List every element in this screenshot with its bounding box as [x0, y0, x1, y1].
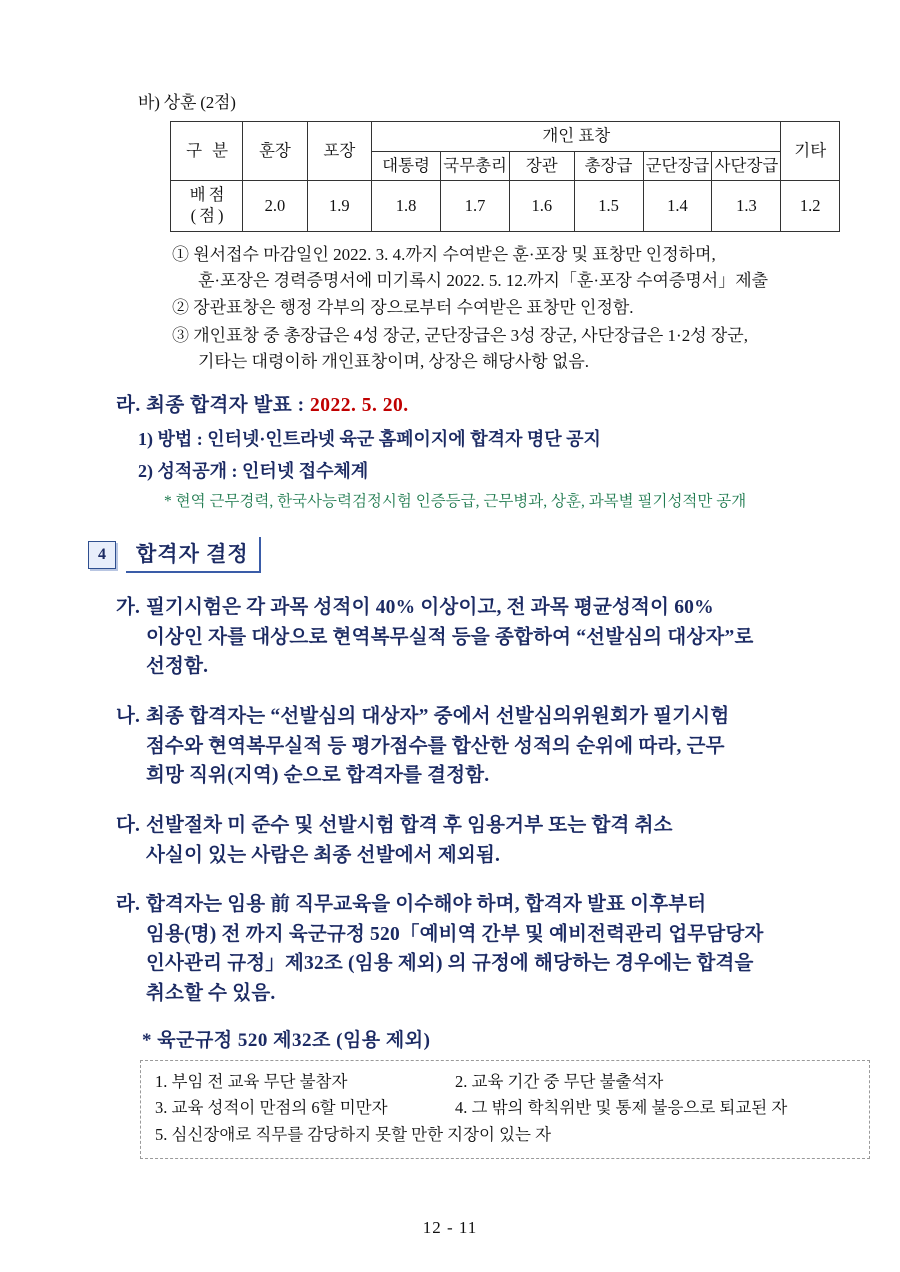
header-division-commander: 사단장급	[712, 151, 781, 181]
paragraph-na-line-1: 최종 합격자는 “선발심의 대상자” 중에서 선발심의위원회가 필기시험	[146, 706, 730, 728]
paragraph-ga-line-2: 이상인 자를 대상으로 현역복무실적 등을 종합하여 “선발심의 대상자”로	[146, 626, 754, 648]
paragraph-ga	[116, 593, 840, 682]
header-minister: 장관	[510, 151, 574, 181]
note-2-line-1: ② 장관표창은 행정 각부의 장으로부터 수여받은 표창만 인정함.	[172, 298, 634, 318]
paragraph-ra	[116, 890, 840, 1009]
section-title: 합격자 결정	[126, 537, 261, 573]
exclusion-row-2	[155, 1095, 855, 1121]
paragraph-da-line-1: 선발절차 미 준수 및 선발시험 합격 후 임용거부 또는 합격 취소	[146, 814, 673, 836]
exclusion-row-1	[155, 1069, 855, 1095]
paragraph-da-marker: 다.	[116, 814, 141, 836]
paragraph-na-marker: 나.	[116, 706, 141, 728]
exclusion-item-4: 4. 그 밖의 학칙위반 및 통제 불응으로 퇴교된 자	[455, 1098, 788, 1118]
header-chief-of-staff: 총장급	[574, 151, 643, 181]
value-chief-of-staff: 1.5	[574, 181, 643, 231]
value-citation: 1.9	[307, 181, 371, 231]
header-corps-commander: 군단장급	[643, 151, 712, 181]
exclusion-item-2: 2. 교육 기간 중 무단 불출석자	[455, 1071, 664, 1091]
paragraph-ra-line-1: 합격자는 임용 前 직무교육을 이수해야 하며, 합격자 발표 이후부터	[146, 894, 707, 916]
value-prime-minister: 1.7	[441, 181, 510, 231]
paragraph-ra-line-3: 인사관리 규정」제32조 (임용 제외) 의 규정에 해당하는 경우에는 합격을	[146, 953, 754, 975]
final-announcement-heading	[116, 389, 840, 417]
note-3-line-2: 기타는 대령이하 개인표창이며, 상장은 해당사항 없음.	[198, 351, 590, 371]
table-row	[171, 181, 840, 231]
note-3-line-1: ③ 개인표창 중 총장급은 4성 장군, 군단장급은 3성 장군, 사단장급은 1·2성 장군,	[172, 325, 748, 345]
final-announcement-date: 2022. 5. 20.	[309, 395, 409, 417]
note-3	[172, 323, 840, 376]
header-president: 대통령	[372, 151, 441, 181]
exclusion-reasons-box	[140, 1060, 870, 1159]
table-header-row-1	[171, 122, 840, 152]
score-table-wrapper	[170, 121, 840, 232]
final-announcement-note: * 현역 근무경력, 한국사능력검정시험 인증등급, 근무병과, 상훈, 과목별 필기성적만 공개	[164, 493, 747, 511]
paragraph-ga-line-1: 필기시험은 각 과목 성적이 40% 이상이고, 전 과목 평균성적이 60%	[146, 597, 714, 619]
paragraph-ra-marker: 라.	[116, 894, 141, 916]
exclusion-rule-subtitle: * 육군규정 520 제32조 (임용 제외)	[142, 1029, 431, 1051]
value-corps-commander: 1.4	[643, 181, 712, 231]
final-announcement-label: 라. 최종 합격자 발표 :	[116, 395, 305, 417]
notes-list	[172, 242, 840, 376]
paragraph-na-line-2: 점수와 현역복무실적 등 평가점수를 합산한 성적의 순위에 따라, 근무	[146, 735, 725, 757]
paragraph-ga-marker: 가.	[116, 597, 141, 619]
paragraph-na-line-3: 희망 직위(지역) 순으로 합격자를 결정함.	[146, 765, 490, 787]
value-etc: 1.2	[781, 181, 840, 231]
paragraph-da	[116, 811, 840, 870]
item-ba-heading: 바) 상훈 (2점)	[138, 93, 236, 112]
exclusion-item-5: 5. 심신장애로 직무를 감당하지 못할 만한 지장이 있는 자	[155, 1124, 552, 1144]
exclusion-row-3	[155, 1122, 855, 1148]
note-2	[172, 295, 840, 321]
header-prime-minister: 국무총리	[441, 151, 510, 181]
value-minister: 1.6	[510, 181, 574, 231]
header-division: 구 분	[171, 122, 243, 181]
header-group-personal-award: 개인 표창	[372, 122, 781, 152]
header-medal: 훈장	[243, 122, 307, 181]
header-citation: 포장	[307, 122, 371, 181]
final-announcement-score-disclosure: 2) 성적공개 : 인터넷 접수체계	[138, 461, 369, 482]
paragraph-ga-line-3: 선정함.	[146, 656, 209, 678]
section-4-header	[88, 537, 840, 573]
paragraph-ra-line-2: 임용(명) 전 까지 육군규정 520「예비역 간부 및 예비전력관리 업무담당자	[146, 923, 764, 945]
value-president: 1.8	[372, 181, 441, 231]
paragraph-da-line-2: 사실이 있는 사람은 최종 선발에서 제외됨.	[146, 844, 501, 866]
exclusion-item-3: 3. 교육 성적이 만점의 6할 미만자	[155, 1098, 388, 1118]
note-1	[172, 242, 840, 295]
note-1-line-2: 훈·포장은 경력증명서에 미기록시 2022. 5. 12.까지「훈·포장 수여증명서」제출	[198, 270, 769, 290]
award-score-table	[170, 121, 840, 232]
exclusion-item-1: 1. 부임 전 교육 무단 불참자	[155, 1071, 348, 1091]
page-footer: 12 - 11	[422, 1218, 478, 1237]
value-division-commander: 1.3	[712, 181, 781, 231]
paragraph-na	[116, 702, 840, 791]
final-announcement-method: 1) 방법 : 인터넷·인트라넷 육군 홈페이지에 합격자 명단 공지	[138, 429, 601, 450]
paragraph-ra-line-4: 취소할 수 있음.	[146, 983, 276, 1005]
section-number-badge: 4	[88, 541, 116, 569]
header-etc: 기타	[781, 122, 840, 181]
note-1-line-1: ① 원서접수 마감일인 2022. 3. 4.까지 수여받은 훈·포장 및 표창만 인정하며,	[172, 244, 716, 264]
row-label-points: 배점(점)	[171, 181, 243, 231]
value-medal: 2.0	[243, 181, 307, 231]
